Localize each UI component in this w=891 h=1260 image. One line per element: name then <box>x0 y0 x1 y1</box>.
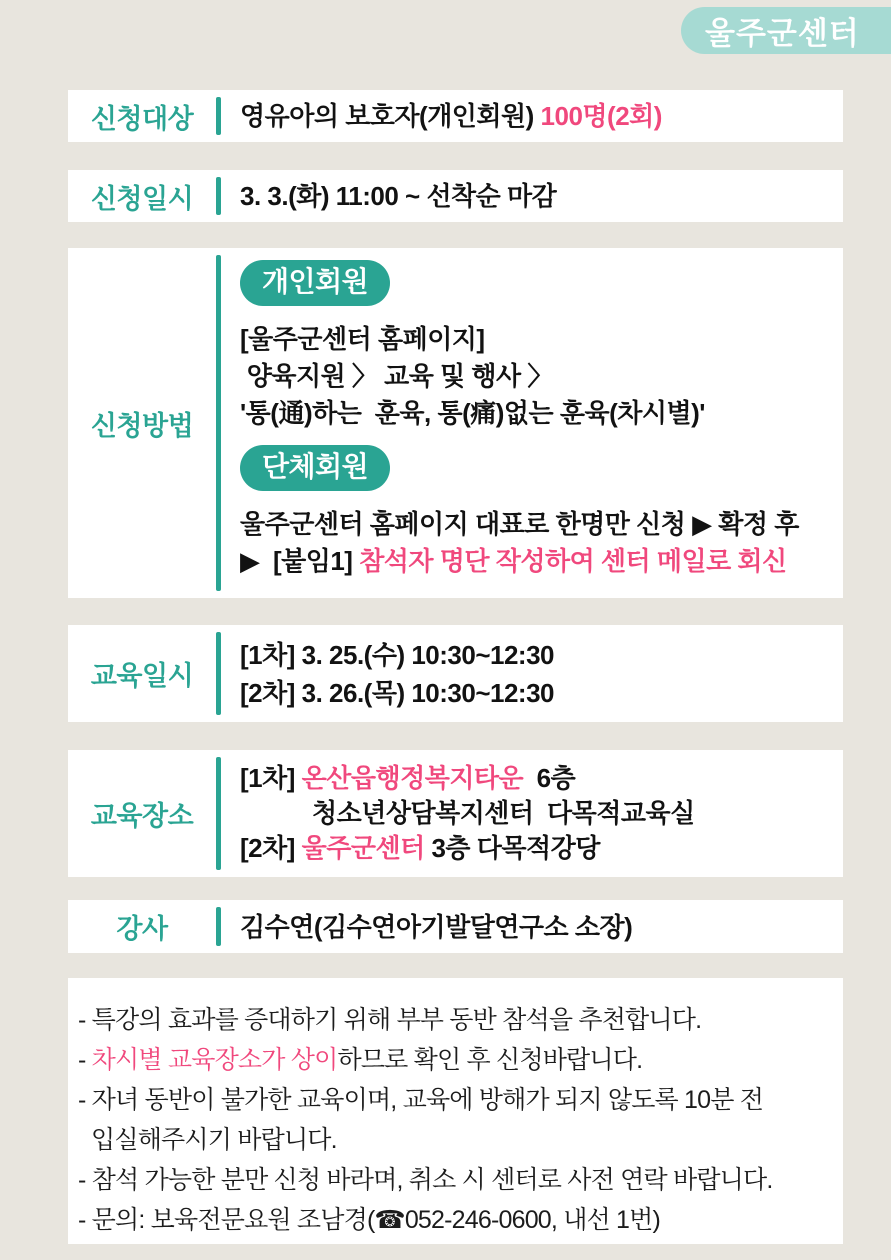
note-cancellation: - 참석 가능한 분만 신청 바라며, 취소 시 센터로 사전 연락 바랍니다. <box>78 1166 773 1194</box>
individual-member-badge: 개인회원 <box>240 260 390 306</box>
method-line-menu-path: 양육지원 〉 교육 및 행사 〉 <box>240 361 553 391</box>
note-no-children: - 자녀 동반이 불가한 교육이며, 교육에 방해가 되지 않도록 10분 전 <box>78 1086 764 1114</box>
row-education-place <box>68 750 843 877</box>
row-content-edu-place <box>221 750 843 877</box>
note-place-differs <box>78 1040 837 1080</box>
row-application-target <box>68 90 843 142</box>
row-education-date <box>68 625 843 722</box>
method-attachment-pink: 참석자 명단 작성하여 센터 메일로 회신 <box>359 546 787 576</box>
apply-date-text: 3. 3.(화) 11:00 ~ 선착순 마감 <box>240 181 557 211</box>
row-content-edu-date <box>221 625 843 722</box>
method-line-group1: 울주군센터 홈페이지 대표로 한명만 신청 ▶ 확정 후 <box>240 509 799 539</box>
row-content-instructor <box>221 900 843 953</box>
row-label-edu-date: 교육일시 <box>90 661 194 691</box>
row-content-target <box>221 90 843 142</box>
method-line-course-title: '통(通)하는 훈육, 통(痛)없는 훈육(차시별)' <box>240 398 705 428</box>
note-couple: - 특강의 효과를 증대하기 위해 부부 동반 참석을 추천합니다. <box>78 1006 702 1034</box>
edu-place-1-prefix: [1차] <box>240 763 302 793</box>
target-line <box>240 97 843 135</box>
group-member-badge: 단체회원 <box>240 445 390 491</box>
edu-date-session1: [1차] 3. 25.(수) 10:30~12:30 <box>240 639 555 670</box>
row-content-method <box>221 248 843 598</box>
method-attachment-prefix: ▶ [붙임1] <box>240 546 360 576</box>
edu-date-session2: [2차] 3. 26.(목) 10:30~12:30 <box>240 677 555 708</box>
target-highlight: 100명(2회) <box>540 101 662 131</box>
edu-place-2-name: 울주군센터 <box>301 833 425 863</box>
note2-prefix: - <box>78 1046 92 1074</box>
row-application-date <box>68 170 843 222</box>
edu-place-session1-detail: 청소년상담복지센터 다목적교육실 <box>312 798 695 828</box>
center-name-label: 울주군센터 <box>705 16 860 51</box>
row-label-instructor: 강사 <box>116 914 168 944</box>
notes-box <box>68 978 843 1244</box>
edu-place-1-name: 온산읍행정복지타운 <box>301 763 524 793</box>
note2-suffix: 하므로 확인 후 신청바랍니다. <box>337 1046 643 1074</box>
instructor-name: 김수연(김수연아기발달연구소 소장) <box>240 911 633 942</box>
row-label-method: 신청방법 <box>90 410 194 441</box>
edu-place-1-suffix: 6층 <box>523 763 576 793</box>
center-name-badge <box>681 7 891 54</box>
target-text: 영유아의 보호자(개인회원) <box>240 101 541 131</box>
edu-place-session2 <box>240 831 843 866</box>
row-label-target: 신청대상 <box>90 103 194 134</box>
edu-place-2-prefix: [2차] <box>240 833 302 863</box>
method-line-homepage: [울주군센터 홈페이지] <box>240 324 485 354</box>
note2-pink: 차시별 교육장소가 상이 <box>91 1046 338 1074</box>
edu-place-session1 <box>240 761 843 796</box>
row-label-apply-date: 신청일시 <box>90 183 194 214</box>
row-label-edu-place: 교육장소 <box>90 801 194 831</box>
edu-place-2-suffix: 3층 다목적강당 <box>424 833 600 863</box>
note-no-children-cont: 입실해주시기 바랍니다. <box>91 1126 337 1154</box>
row-application-method <box>68 248 843 598</box>
row-content-apply-date <box>221 170 843 222</box>
method-line-group2 <box>240 543 843 580</box>
note-contact: - 문의: 보육전문요원 조남경(☎052-246-0600, 내선 1번) <box>78 1206 661 1234</box>
row-instructor <box>68 900 843 953</box>
